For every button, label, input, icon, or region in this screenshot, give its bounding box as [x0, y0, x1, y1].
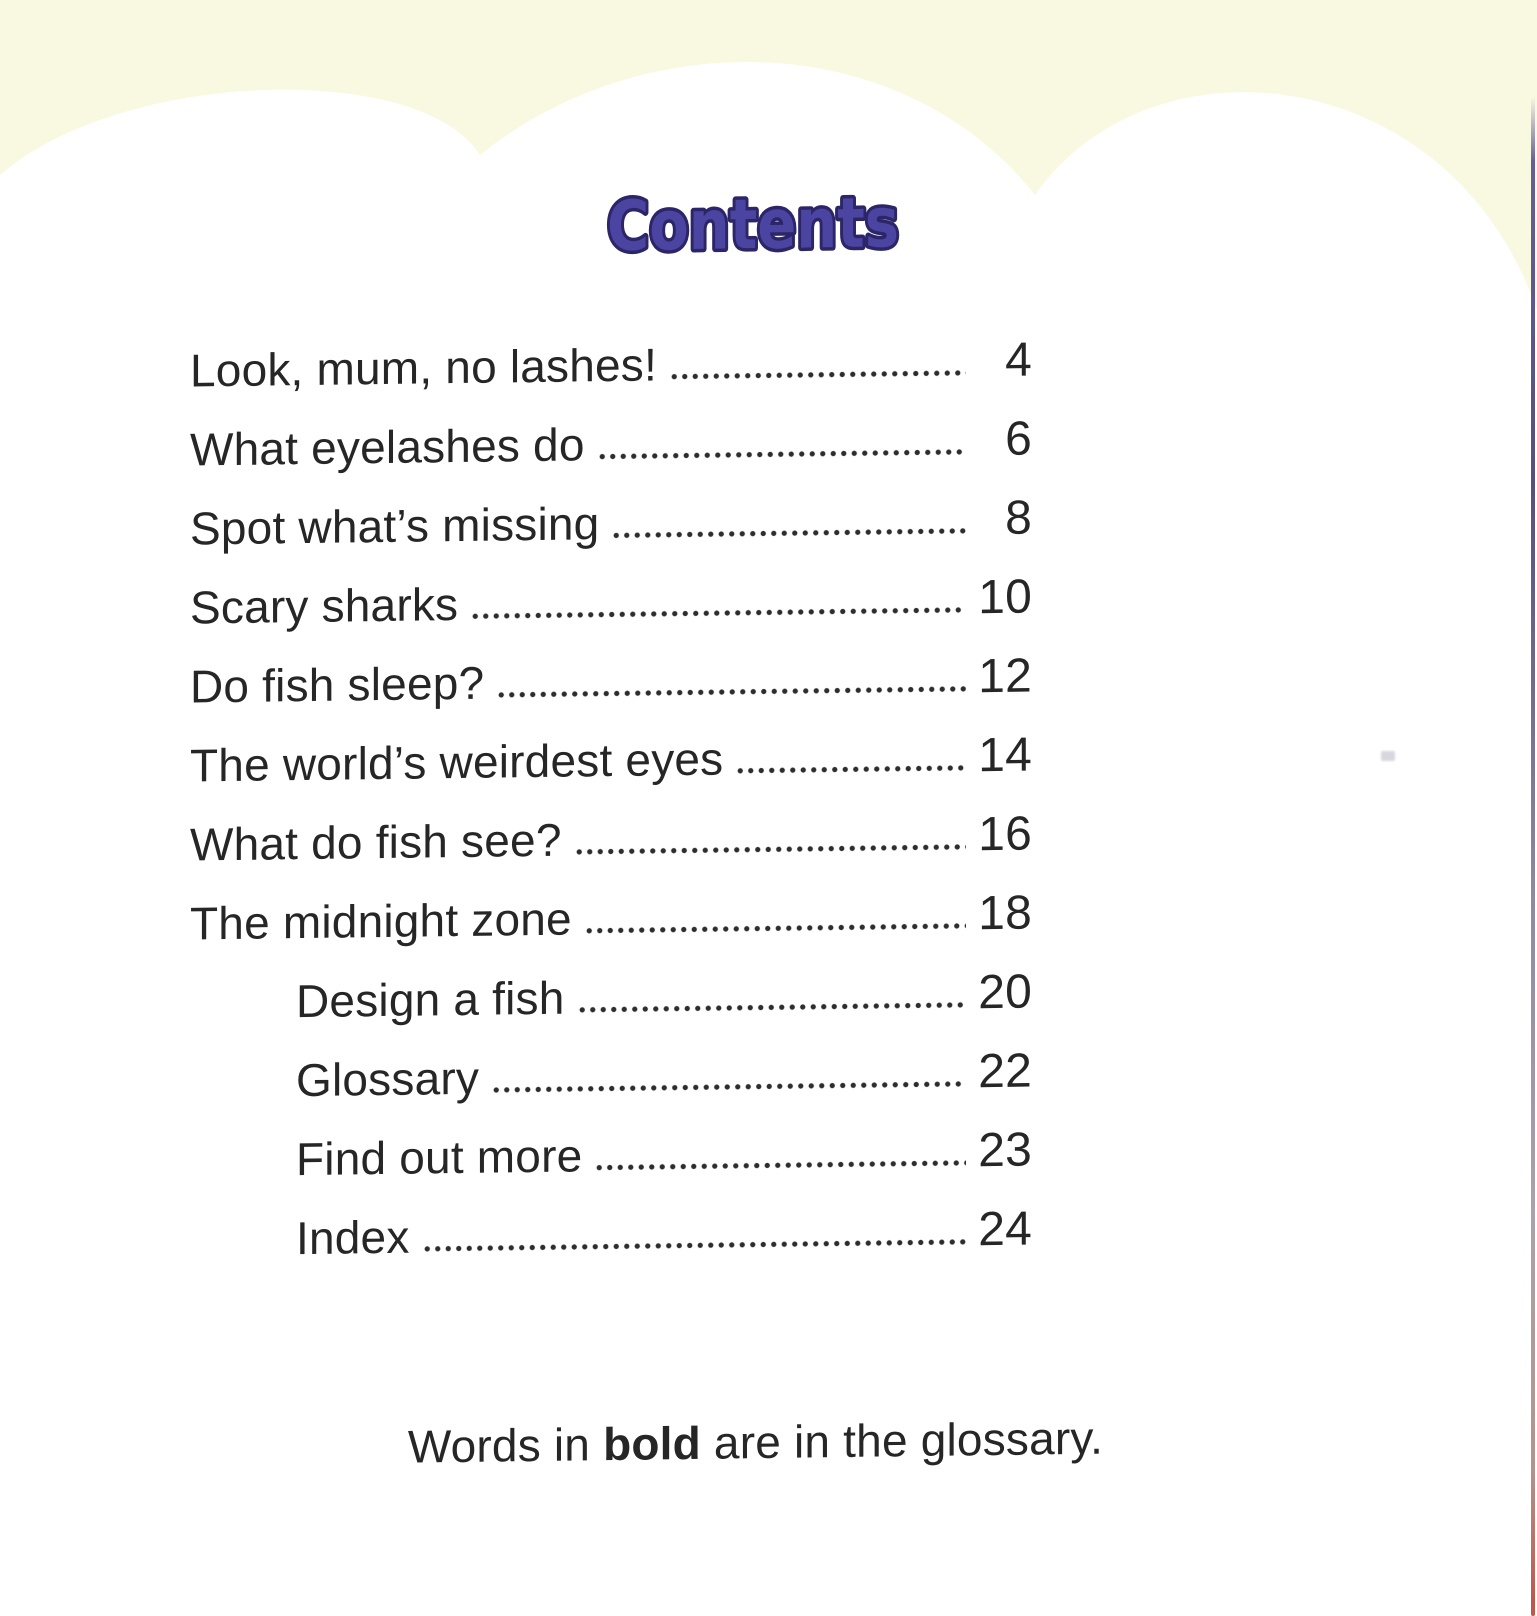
toc-entry-label: What eyelashes do: [190, 418, 585, 476]
dot-leader: [422, 1238, 966, 1252]
toc-row: [190, 1031, 1032, 1121]
toc-page-number: 24: [978, 1202, 1032, 1257]
toc-page-number: 16: [978, 807, 1032, 862]
dot-leader: [491, 1080, 966, 1093]
toc-entry-label: Do fish sleep?: [190, 656, 485, 713]
toc-page-number: 22: [978, 1044, 1032, 1099]
toc-page-number: 18: [978, 886, 1032, 941]
toc-row: [190, 794, 1032, 884]
glossary-note-prefix: Words in: [407, 1418, 604, 1473]
table-of-contents: [190, 320, 1032, 1279]
toc-row: [190, 399, 1032, 489]
toc-row: [190, 952, 1032, 1042]
toc-entry-label: Glossary: [296, 1051, 480, 1107]
dot-leader: [577, 1001, 966, 1013]
toc-row: [190, 1189, 1032, 1279]
toc-row: [190, 715, 1032, 805]
dot-leader: [597, 448, 966, 460]
dot-leader: [584, 922, 966, 934]
toc-page-number: 12: [978, 649, 1032, 704]
toc-page-number: 10: [978, 570, 1032, 625]
dot-leader: [496, 685, 966, 698]
glossary-note: [0, 1405, 1537, 1479]
toc-row: [190, 636, 1032, 726]
dot-leader: [470, 606, 966, 619]
dot-leader: [594, 1159, 966, 1171]
toc-row: [190, 557, 1032, 647]
dot-leader: [611, 527, 966, 539]
dot-leader: [735, 764, 966, 774]
toc-page-number: 4: [1005, 333, 1032, 387]
toc-entry-label: The world’s weirdest eyes: [190, 732, 724, 792]
toc-page-number: 20: [978, 965, 1032, 1020]
dot-leader: [574, 843, 966, 855]
toc-entry-label: Look, mum, no lashes!: [190, 338, 657, 397]
glossary-note-bold-word: bold: [603, 1416, 701, 1471]
glossary-note-suffix: are in the glossary.: [700, 1411, 1104, 1469]
toc-row: [190, 873, 1032, 963]
toc-entry-label: Design a fish: [296, 971, 565, 1028]
dot-leader: [669, 369, 966, 380]
toc-page-number: 8: [1005, 491, 1032, 545]
toc-page-number: 6: [1005, 412, 1032, 466]
toc-entry-label: Find out more: [296, 1129, 583, 1186]
toc-row: [190, 320, 1032, 410]
toc-entry-label: Index: [296, 1210, 410, 1265]
toc-page-number: 14: [978, 728, 1032, 783]
toc-row: [190, 478, 1032, 568]
toc-entry-label: Spot what’s missing: [190, 497, 600, 555]
toc-row: [190, 1110, 1032, 1200]
toc-entry-label: Scary sharks: [190, 578, 459, 634]
page-title: Contents: [607, 182, 958, 268]
toc-page-number: 23: [978, 1123, 1032, 1178]
toc-entry-label: What do fish see?: [190, 813, 562, 871]
title-block: [0, 0, 1537, 300]
toc-entry-label: The midnight zone: [190, 892, 572, 950]
